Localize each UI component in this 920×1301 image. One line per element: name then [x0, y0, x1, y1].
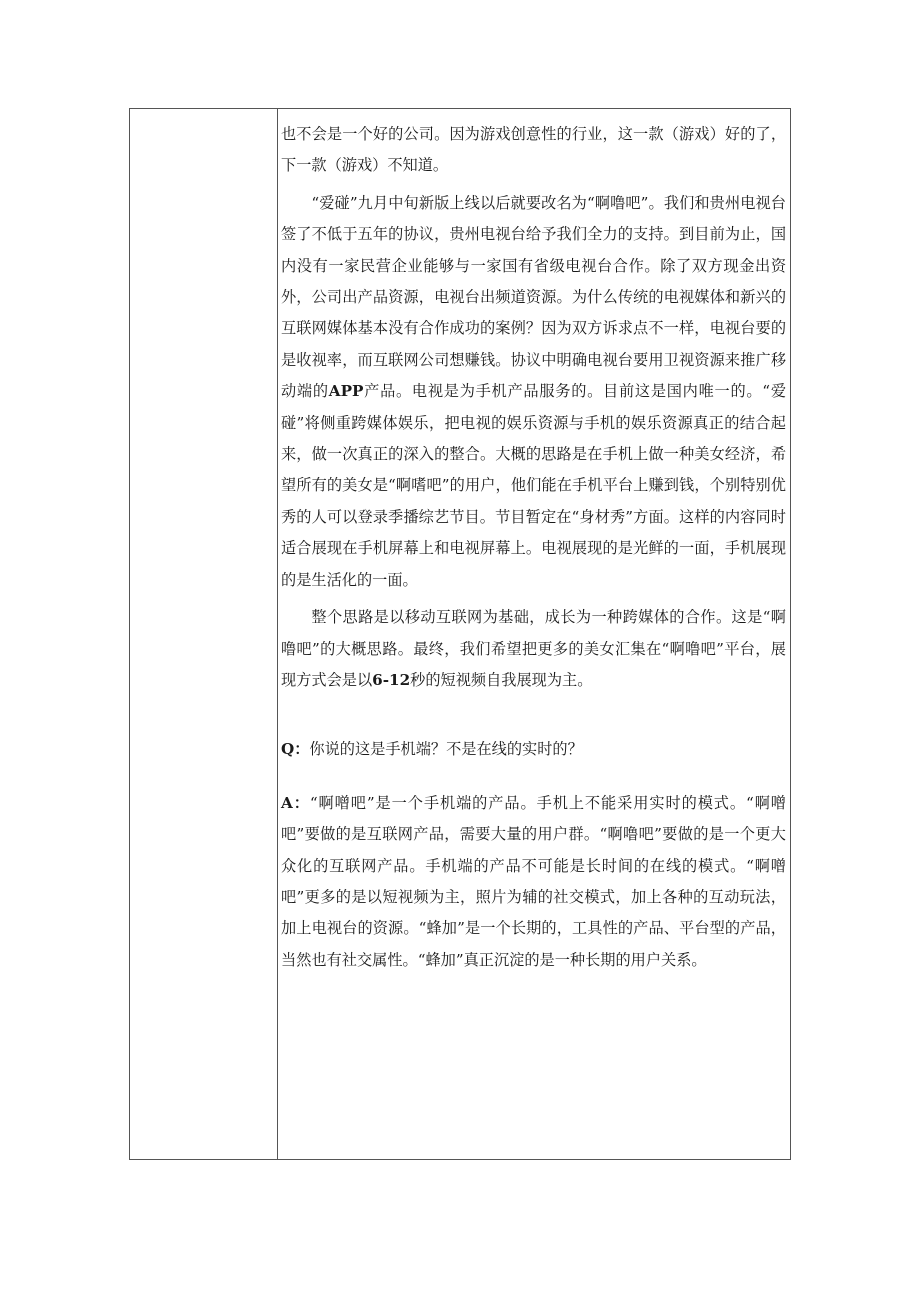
- content-cell: [278, 109, 790, 1159]
- bold-duration: 6-12: [372, 670, 411, 689]
- paragraph-text: 整个思路是以移动互联网为基础，成长为一种跨媒体的合作。这是“啊噜吧”的大概思路。最终，我们希望把更多的美女汇集在“啊噜吧”平台，展现方式会是以: [281, 608, 786, 689]
- paragraph-text: 秒的短视频自我展现为主。: [410, 670, 593, 689]
- answer-label: A：: [281, 793, 310, 812]
- paragraph-game-industry: [281, 119, 786, 182]
- answer-paragraph: [281, 788, 786, 976]
- question-paragraph: [281, 734, 786, 765]
- question-text: 你说的这是手机端？不是在线的实时的？: [309, 740, 583, 759]
- bold-app: APP: [328, 382, 364, 401]
- paragraph-text: “爱碰”九月中旬新版上线以后就要改名为“啊噜吧”。我们和贵州电视台签了不低于五年的协议，贵州电视台给予我们全力的支持。到目前为止，国内没有一家民营企业能够与一家国有省级电视台合作。除了双方现金出资外，公司出产品资源，电视台出频道资源。为什么传统的电视媒体和新兴的互联网媒体基本没有合作成功的案例？因为双方诉求点不一样，电视台要的是收视率，而互联网公司想赚钱。协议中明确电视台要用卫视资源来推广移动端的: [281, 193, 786, 401]
- paragraph-text: 产品。电视是为手机产品服务的。目前这是国内唯一的。“爱碰”将侧重跨媒体娱乐，把电视的娱乐资源与手机的娱乐资源真正的结合起来，做一次真正的深入的整合。大概的思路是在手机上做一种美女经济，希望所有的美女是“啊嗜吧”的用户，他们能在手机平台上赚到钱，个别特别优秀的人可以登录季播综艺节目。节目暂定在“身材秀”方面。这样的内容同时适合展现在手机屏幕上和电视屏幕上。电视展现的是光鲜的一面，手机展现的是生活化的一面。: [281, 382, 787, 589]
- answer-text: “啊噌吧”是一个手机端的产品。手机上不能采用实时的模式。“啊噌吧”要做的是互联网产品，需要大量的用户群。“啊噜吧”要做的是一个更大众化的互联网产品。手机端的产品不可能是长时间的在线的模式。“啊噌吧”更多的是以短视频为主，照片为辅的社交模式，加上各种的互动玩法，加上电视台的资源。“蜂加”是一个长期的，工具性的产品、平台型的产品，当然也有社交属性。“蜂加”真正沉淀的是一种长期的用户关系。: [281, 793, 786, 969]
- paragraph-overall-idea: [281, 602, 786, 696]
- spacer: [281, 696, 786, 734]
- spacer: [281, 766, 786, 788]
- paragraph-text: 也不会是一个好的公司。因为游戏创意性的行业，这一款（游戏）好的了，下一款（游戏）不知道。: [281, 125, 786, 175]
- paragraph-aipeng-rename: [281, 188, 786, 596]
- empty-label-cell: [130, 109, 278, 1159]
- question-label: Q：: [281, 740, 310, 759]
- interview-table: [129, 108, 791, 1160]
